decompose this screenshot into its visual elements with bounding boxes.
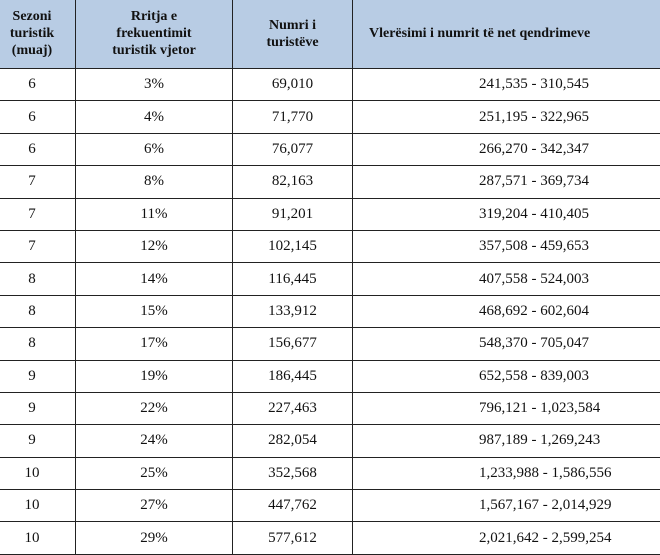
cell-overnight-range: 468,692 - 602,604: [353, 295, 660, 327]
cell-tourist-count: 156,677: [233, 328, 353, 360]
cell-tourist-count: 91,201: [233, 198, 353, 230]
table-row: [0, 295, 660, 327]
cell-growth-rate: 3%: [76, 69, 233, 101]
header-line: turistik vjetor: [80, 42, 228, 59]
cell-season-months: 7: [0, 198, 76, 230]
cell-season-months: 10: [0, 490, 76, 522]
header-tourist-count: [233, 0, 353, 69]
header-line: turistik: [0, 25, 71, 42]
cell-growth-rate: 4%: [76, 101, 233, 133]
table-row: [0, 360, 660, 392]
header-row: [0, 0, 660, 69]
cell-overnight-range: 319,204 - 410,405: [353, 198, 660, 230]
cell-growth-rate: 19%: [76, 360, 233, 392]
cell-overnight-range: 548,370 - 705,047: [353, 328, 660, 360]
table-row: [0, 457, 660, 489]
cell-growth-rate: 27%: [76, 490, 233, 522]
cell-tourist-count: 102,145: [233, 230, 353, 262]
table-row: [0, 392, 660, 424]
cell-tourist-count: 116,445: [233, 263, 353, 295]
cell-season-months: 10: [0, 522, 76, 554]
table-row: [0, 198, 660, 230]
cell-tourist-count: 82,163: [233, 166, 353, 198]
cell-season-months: 8: [0, 328, 76, 360]
cell-growth-rate: 8%: [76, 166, 233, 198]
cell-overnight-range: 796,121 - 1,023,584: [353, 392, 660, 424]
table-row: [0, 328, 660, 360]
cell-tourist-count: 71,770: [233, 101, 353, 133]
header-annual-growth: [76, 0, 233, 69]
cell-overnight-range: 1,233,988 - 1,586,556: [353, 457, 660, 489]
table-row: [0, 133, 660, 165]
header-overnight-estimate: [353, 0, 660, 69]
cell-growth-rate: 6%: [76, 133, 233, 165]
cell-growth-rate: 14%: [76, 263, 233, 295]
cell-season-months: 8: [0, 263, 76, 295]
cell-season-months: 6: [0, 101, 76, 133]
cell-growth-rate: 11%: [76, 198, 233, 230]
cell-season-months: 7: [0, 166, 76, 198]
header-line: frekuentimit: [80, 25, 228, 42]
cell-tourist-count: 133,912: [233, 295, 353, 327]
cell-overnight-range: 2,021,642 - 2,599,254: [353, 522, 660, 554]
cell-growth-rate: 22%: [76, 392, 233, 424]
cell-growth-rate: 12%: [76, 230, 233, 262]
cell-tourist-count: 69,010: [233, 69, 353, 101]
cell-overnight-range: 652,558 - 839,003: [353, 360, 660, 392]
cell-season-months: 9: [0, 425, 76, 457]
cell-tourist-count: 186,445: [233, 360, 353, 392]
cell-growth-rate: 24%: [76, 425, 233, 457]
cell-season-months: 10: [0, 457, 76, 489]
cell-tourist-count: 76,077: [233, 133, 353, 165]
header-line: Rritja e: [80, 8, 228, 25]
cell-overnight-range: 266,270 - 342,347: [353, 133, 660, 165]
cell-overnight-range: 407,558 - 524,003: [353, 263, 660, 295]
cell-season-months: 7: [0, 230, 76, 262]
header-line: Sezoni: [0, 8, 71, 25]
table-row: [0, 69, 660, 101]
cell-overnight-range: 357,508 - 459,653: [353, 230, 660, 262]
table-body: [0, 69, 660, 555]
header-line: Vlerësimi i numrit të net qendrimeve: [369, 25, 660, 42]
cell-tourist-count: 447,762: [233, 490, 353, 522]
cell-overnight-range: 987,189 - 1,269,243: [353, 425, 660, 457]
table-row: [0, 166, 660, 198]
cell-tourist-count: 227,463: [233, 392, 353, 424]
cell-overnight-range: 1,567,167 - 2,014,929: [353, 490, 660, 522]
table-row: [0, 490, 660, 522]
table-row: [0, 101, 660, 133]
header-season-months: [0, 0, 76, 69]
cell-overnight-range: 241,535 - 310,545: [353, 69, 660, 101]
header-line: (muaj): [0, 42, 71, 59]
cell-season-months: 6: [0, 69, 76, 101]
cell-season-months: 9: [0, 360, 76, 392]
cell-growth-rate: 15%: [76, 295, 233, 327]
cell-tourist-count: 577,612: [233, 522, 353, 554]
cell-season-months: 6: [0, 133, 76, 165]
table-row: [0, 263, 660, 295]
cell-growth-rate: 17%: [76, 328, 233, 360]
cell-tourist-count: 352,568: [233, 457, 353, 489]
header-line: turistëve: [237, 34, 348, 51]
table-row: [0, 425, 660, 457]
cell-season-months: 9: [0, 392, 76, 424]
cell-growth-rate: 29%: [76, 522, 233, 554]
cell-growth-rate: 25%: [76, 457, 233, 489]
cell-overnight-range: 287,571 - 369,734: [353, 166, 660, 198]
cell-overnight-range: 251,195 - 322,965: [353, 101, 660, 133]
cell-tourist-count: 282,054: [233, 425, 353, 457]
table-row: [0, 230, 660, 262]
header-line: Numri i: [237, 17, 348, 34]
table-header: [0, 0, 660, 69]
cell-season-months: 8: [0, 295, 76, 327]
